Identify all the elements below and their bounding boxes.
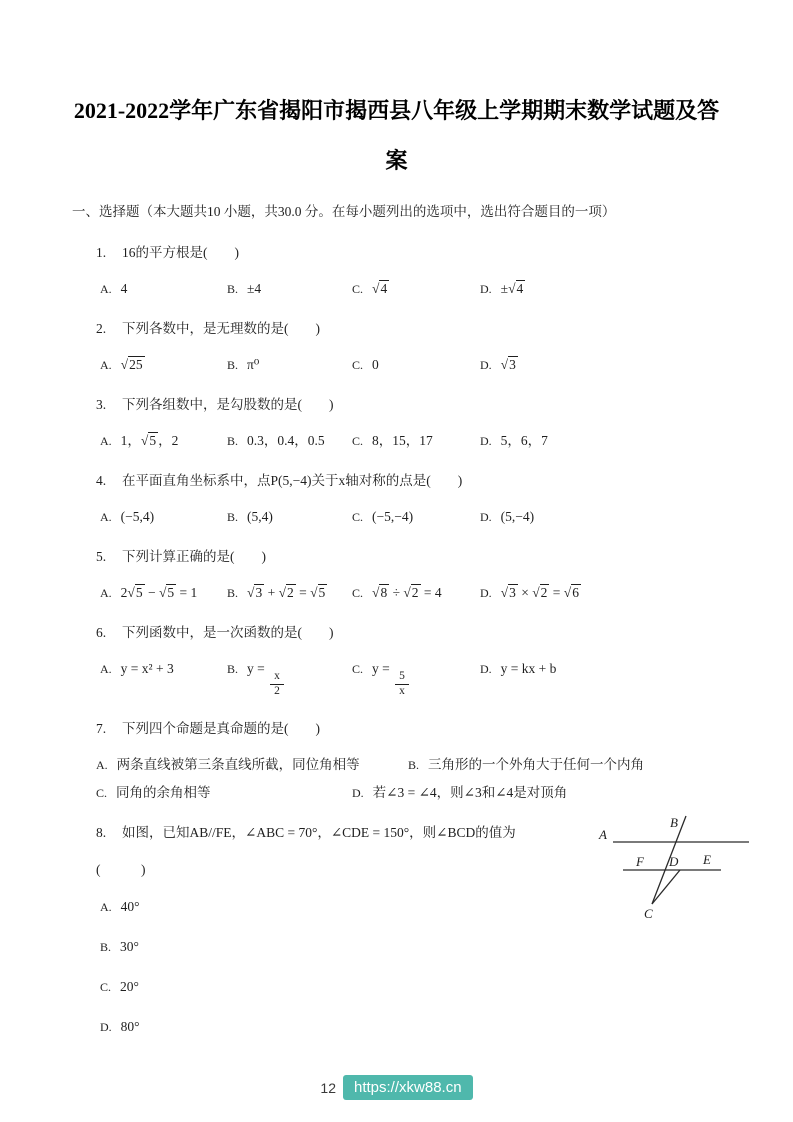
option-c bbox=[352, 660, 480, 698]
option-value: 若∠3 = ∠4，则∠3和∠4是对顶角 bbox=[372, 784, 568, 800]
question-2 bbox=[72, 320, 721, 374]
options-row bbox=[96, 756, 721, 774]
question-7 bbox=[72, 720, 721, 802]
question-stem: 下列四个命题是真命题的是( ) bbox=[122, 720, 320, 736]
question-stem: 下列函数中，是一次函数的是( ) bbox=[122, 625, 334, 640]
figure-label-a: A bbox=[599, 826, 607, 842]
option-value: √3 × √2 = √6 bbox=[500, 585, 579, 600]
option-value: 同角的余角相等 bbox=[116, 784, 211, 800]
option-label: C. bbox=[352, 510, 364, 524]
answer-blank: ( ) bbox=[96, 861, 146, 877]
option-label: B. bbox=[227, 282, 239, 296]
options-row bbox=[100, 356, 721, 374]
option-value: √3 bbox=[500, 357, 516, 372]
option-label: C. bbox=[352, 662, 364, 676]
option-label: D. bbox=[480, 510, 492, 524]
question-number: 5. bbox=[96, 549, 107, 564]
option-a bbox=[100, 280, 227, 298]
option-value: y = $\frac{x}{2}$ bbox=[247, 660, 286, 698]
figure-label-e: E bbox=[703, 851, 711, 867]
option-d bbox=[100, 1018, 721, 1036]
option-a bbox=[100, 432, 227, 450]
question-number: 8. bbox=[96, 824, 107, 840]
option-label: A. bbox=[100, 899, 112, 914]
option-label: B. bbox=[227, 510, 239, 524]
option-label: C. bbox=[352, 434, 364, 448]
q8-geometry-figure bbox=[597, 812, 767, 924]
question-stem: 下列计算正确的是( ) bbox=[122, 549, 266, 564]
option-label: A. bbox=[96, 757, 108, 772]
question-6 bbox=[72, 624, 721, 698]
option-label: D. bbox=[480, 358, 492, 372]
option-label: D. bbox=[480, 662, 492, 676]
question-number: 1. bbox=[96, 245, 107, 260]
option-value: y = $\frac{5}{x}$ bbox=[372, 660, 411, 698]
option-value: √8 ÷ √2 = 4 bbox=[372, 585, 442, 600]
question-number: 2. bbox=[96, 321, 107, 336]
option-value: 两条直线被第三条直线所截，同位角相等 bbox=[116, 756, 360, 772]
option-value: √4 bbox=[372, 281, 388, 296]
option-value: 0 bbox=[372, 357, 379, 372]
option-a bbox=[100, 508, 227, 526]
option-b bbox=[227, 508, 352, 526]
option-label: D. bbox=[100, 1019, 112, 1034]
option-d bbox=[480, 356, 721, 374]
option-label: C. bbox=[100, 979, 112, 994]
option-b bbox=[227, 356, 352, 374]
option-value: (−5,−4) bbox=[372, 509, 414, 524]
option-value: 80° bbox=[120, 1018, 140, 1034]
options-row bbox=[96, 784, 721, 802]
option-label: C. bbox=[352, 586, 364, 600]
options-row bbox=[100, 432, 721, 450]
page-footer bbox=[0, 1075, 793, 1100]
option-a bbox=[96, 756, 408, 774]
question-1 bbox=[72, 244, 721, 298]
figure-label-f: F bbox=[636, 853, 644, 869]
option-label: B. bbox=[227, 586, 239, 600]
question-8 bbox=[72, 814, 721, 1036]
option-value: 1，√5 ，2 bbox=[120, 433, 179, 448]
option-label: B. bbox=[227, 434, 239, 448]
page-number: 12 bbox=[320, 1079, 336, 1096]
option-value: 2√5 − √5 = 1 bbox=[120, 585, 198, 600]
option-d bbox=[480, 280, 721, 298]
option-value: 20° bbox=[120, 978, 139, 994]
option-label: D. bbox=[480, 434, 492, 448]
question-stem: 下列各数中，是无理数的是( ) bbox=[122, 321, 320, 336]
page-title bbox=[72, 86, 721, 186]
option-label: B. bbox=[227, 662, 239, 676]
option-value: 8，15，17 bbox=[372, 433, 433, 448]
option-label: B. bbox=[408, 757, 420, 772]
option-c bbox=[100, 978, 721, 996]
option-value: 40° bbox=[120, 898, 140, 914]
option-value: π⁰ bbox=[247, 357, 260, 372]
options-row bbox=[100, 584, 721, 602]
option-d bbox=[352, 784, 721, 802]
figure-line-dc bbox=[652, 870, 680, 904]
section-header: 一、选择题（本大题共10 小题，共30.0 分。在每小题列出的选项中，选出符合题目的一项） bbox=[72, 204, 616, 219]
option-label: A. bbox=[100, 586, 112, 600]
option-label: C. bbox=[96, 785, 108, 800]
options-row bbox=[100, 508, 721, 526]
title-line1: 2021-2022学年广东省揭阳市揭西县八年级上学期期末数学试题及答 bbox=[73, 98, 720, 123]
question-stem: 下列各组数中，是勾股数的是( ) bbox=[122, 397, 334, 412]
option-label: A. bbox=[100, 358, 112, 372]
figure-label-c: C bbox=[644, 905, 653, 921]
option-label: A. bbox=[100, 434, 112, 448]
option-value: (−5,4) bbox=[120, 509, 155, 524]
option-label: D. bbox=[352, 785, 364, 800]
option-d bbox=[480, 508, 721, 526]
option-label: C. bbox=[352, 282, 364, 296]
figure-label-b: B bbox=[670, 814, 678, 830]
option-label: B. bbox=[100, 939, 112, 954]
option-c bbox=[352, 432, 480, 450]
options-row bbox=[100, 660, 721, 698]
question-number: 7. bbox=[96, 720, 107, 736]
question-stem: 如图，已知AB//FE，∠ABC = 70°，∠CDE = 150°，则∠BCD的值为 bbox=[122, 824, 516, 840]
option-c bbox=[352, 584, 480, 602]
option-value: y = x² + 3 bbox=[120, 661, 174, 676]
option-value: y = kx + b bbox=[500, 661, 557, 676]
question-3 bbox=[72, 396, 721, 450]
option-d bbox=[480, 660, 721, 678]
option-b bbox=[227, 584, 352, 602]
option-value: 5，6，7 bbox=[500, 433, 548, 448]
option-value: ±√4 bbox=[500, 281, 524, 296]
option-b bbox=[227, 660, 352, 698]
option-value: 0.3，0.4，0.5 bbox=[247, 433, 325, 448]
option-d bbox=[480, 584, 721, 602]
option-b bbox=[408, 756, 721, 774]
option-label: A. bbox=[100, 282, 112, 296]
site-badge[interactable]: https://xkw88.cn bbox=[343, 1075, 473, 1100]
question-number: 6. bbox=[96, 625, 107, 640]
option-label: B. bbox=[227, 358, 239, 372]
question-number: 3. bbox=[96, 397, 107, 412]
option-c bbox=[96, 784, 352, 802]
option-b bbox=[227, 432, 352, 450]
option-b bbox=[227, 280, 352, 298]
option-value: (5,−4) bbox=[500, 509, 535, 524]
option-c bbox=[352, 280, 480, 298]
option-a bbox=[100, 660, 227, 678]
option-value: √3 + √2 = √5 bbox=[247, 585, 326, 600]
question-stem: 在平面直角坐标系中，点P(5,−4)关于x轴对称的点是( ) bbox=[122, 473, 463, 488]
option-d bbox=[480, 432, 721, 450]
option-label: A. bbox=[100, 510, 112, 524]
option-b bbox=[100, 938, 721, 956]
option-label: D. bbox=[480, 586, 492, 600]
option-value: 4 bbox=[120, 281, 128, 296]
title-line2: 案 bbox=[385, 148, 408, 173]
question-4 bbox=[72, 472, 721, 526]
option-c bbox=[352, 508, 480, 526]
option-label: D. bbox=[480, 282, 492, 296]
question-stem: 16的平方根是( ) bbox=[122, 245, 239, 260]
option-value: √25 bbox=[120, 357, 143, 372]
question-number: 4. bbox=[96, 473, 107, 488]
question-5 bbox=[72, 548, 721, 602]
figure-label-d: D bbox=[669, 853, 679, 869]
option-a bbox=[100, 356, 227, 374]
option-label: C. bbox=[352, 358, 364, 372]
option-c bbox=[352, 356, 480, 374]
options-row bbox=[100, 280, 721, 298]
option-label: A. bbox=[100, 662, 112, 676]
option-value: ±4 bbox=[247, 281, 262, 296]
option-value: 30° bbox=[120, 938, 139, 954]
option-a bbox=[100, 584, 227, 602]
option-value: 三角形的一个外角大于任何一个内角 bbox=[428, 756, 645, 772]
option-value: (5,4) bbox=[247, 509, 273, 524]
